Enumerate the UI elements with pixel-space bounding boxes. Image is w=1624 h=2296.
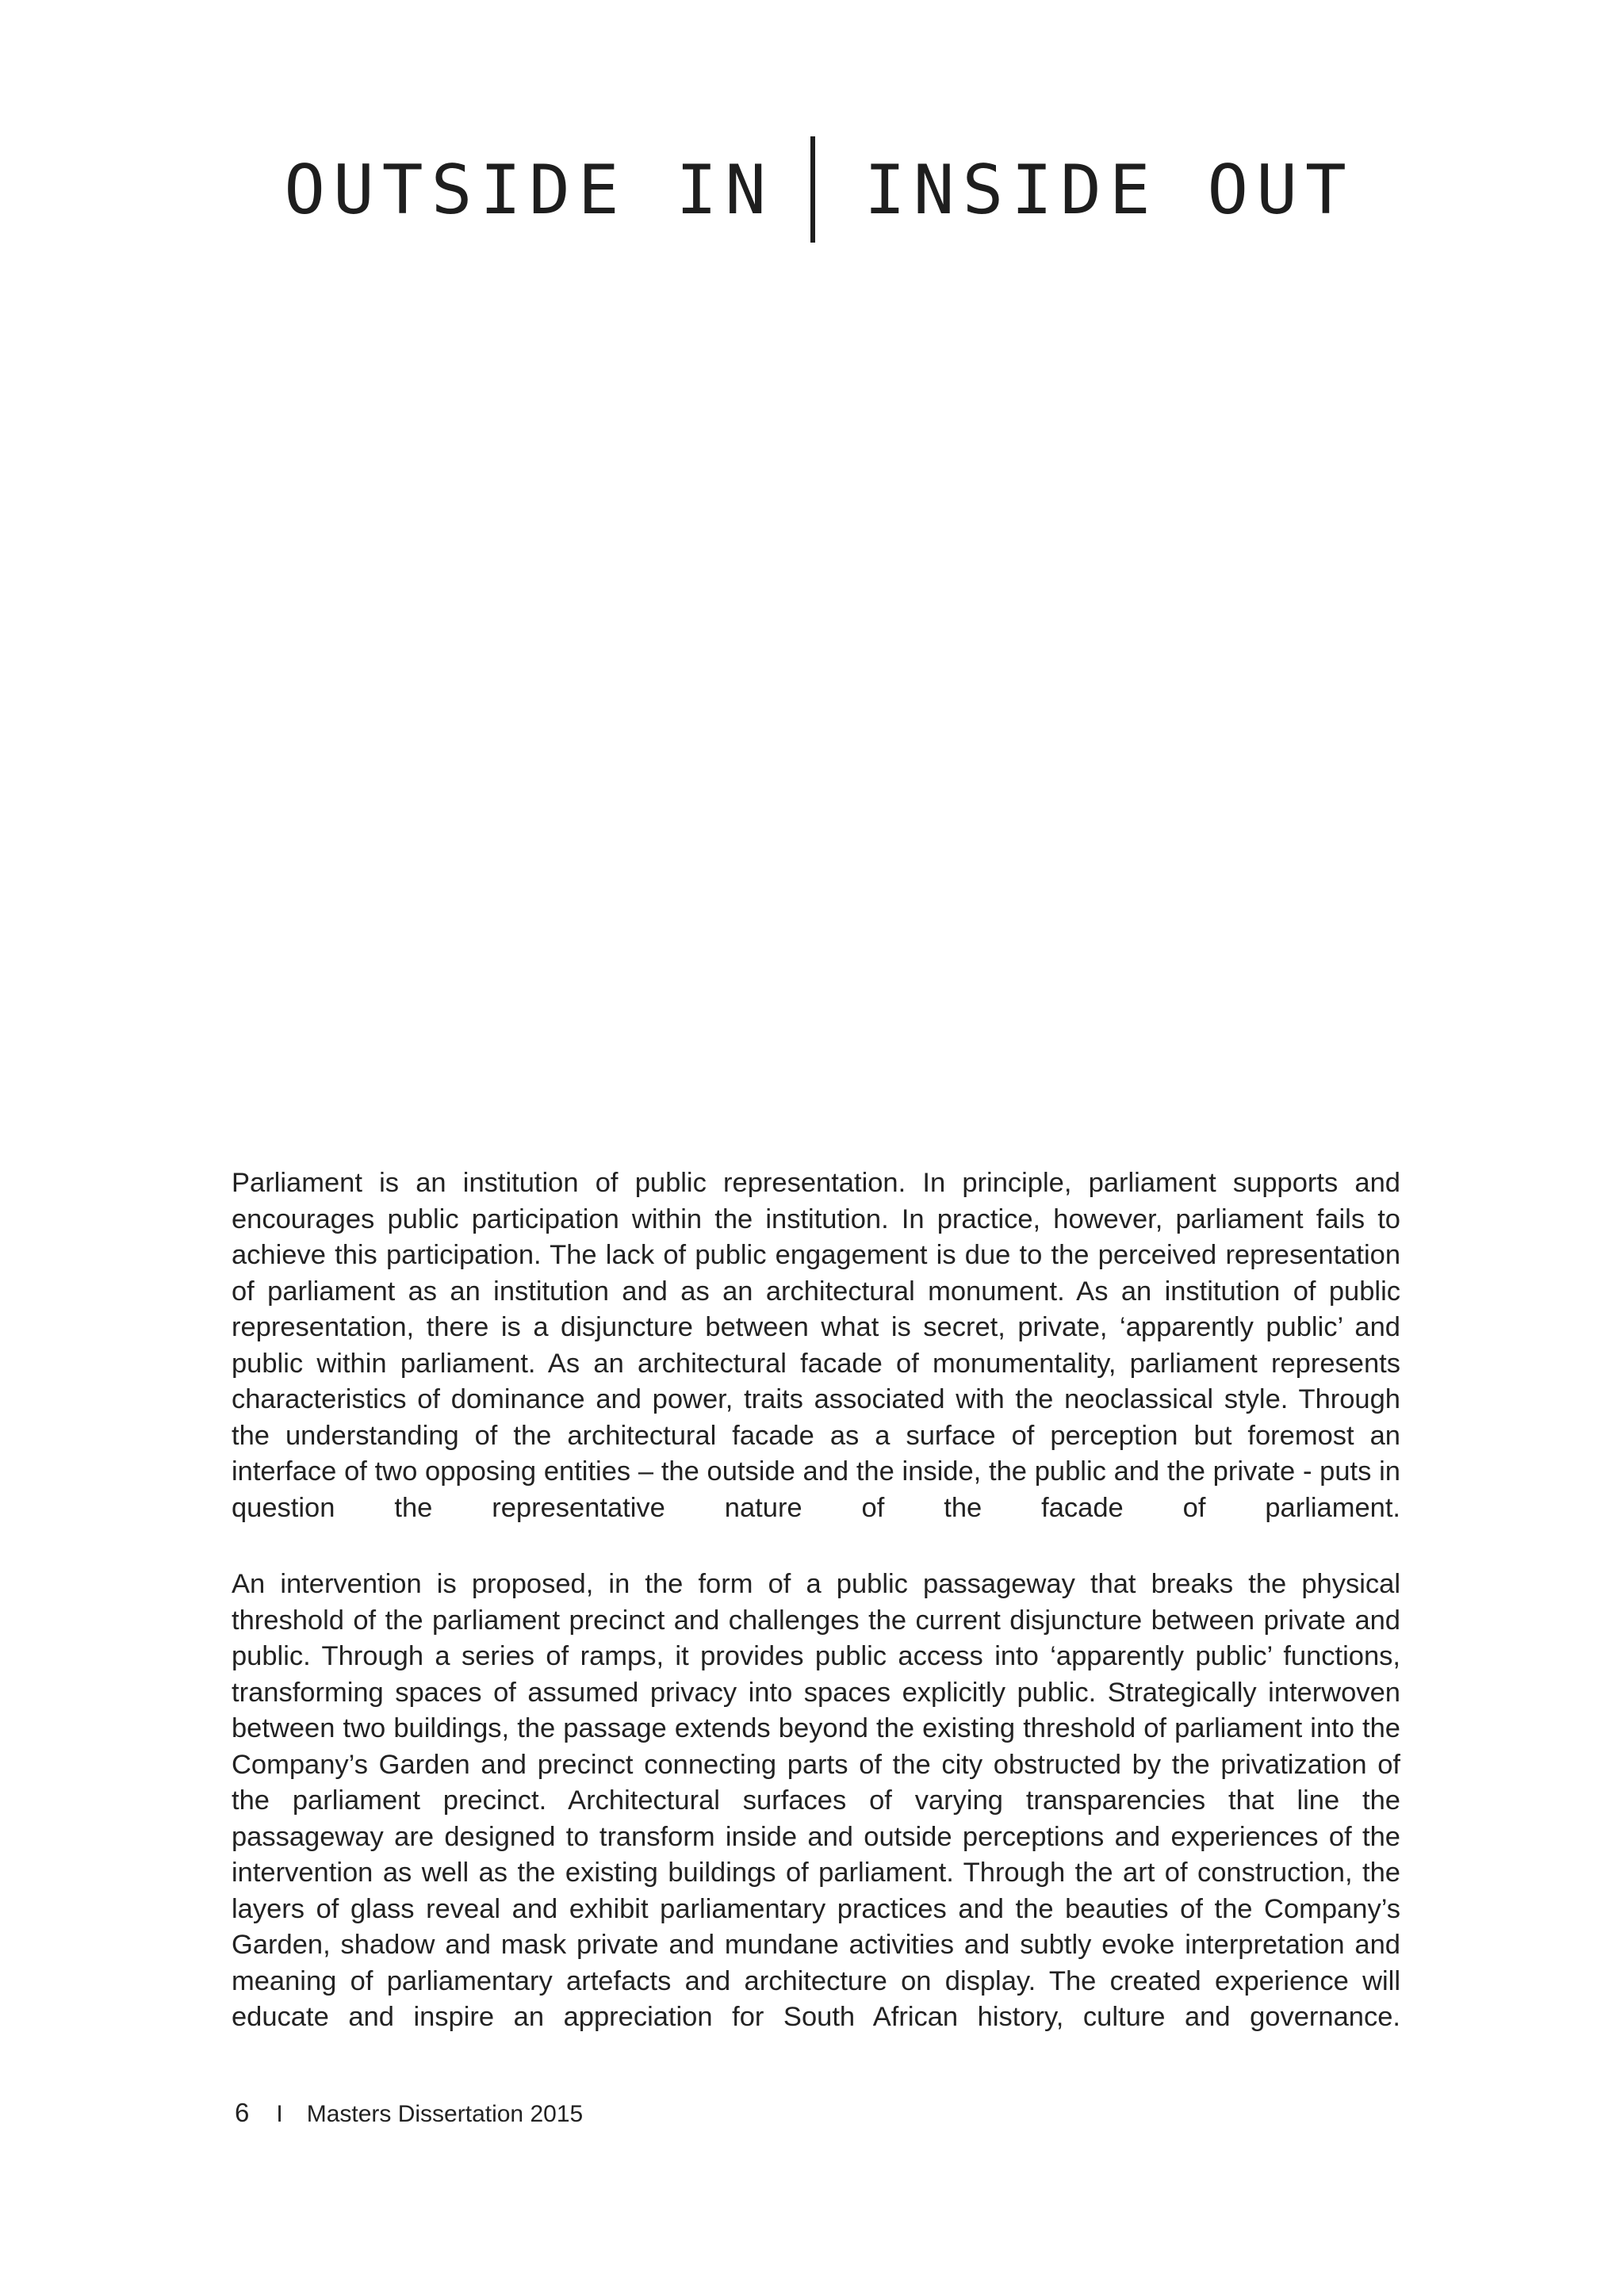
page-title	[0, 136, 1624, 244]
title-divider	[810, 136, 815, 243]
abstract-paragraph-2: An intervention is proposed, in the form of a public passageway that breaks the physical threshold of the parliament precinct and challenges the current disjuncture between private and public. Through a series of ramps, it provides public access into ‘apparently public’ functions, transforming spaces of assumed privacy into spaces explicitly public. Strategically interwoven between two buildings, the passage extends beyond the existing threshold of parliament into the Company’s Garden and precinct connecting parts of the city obstructed by the privatization of the parliament precinct. Architectural surfaces of varying transparencies that line the passageway are designed to transform inside and outside perceptions and experiences of the intervention as well as the existing buildings of parliament. Through the art of construction, the layers of glass reveal and exhibit parliamentary practices and the beauties of the Company’s Garden, shadow and mask private and mundane activities and subtly evoke interpretation and meaning of parliamentary artefacts and architecture on display. The created experience will educate and inspire an appreciation for South African history, culture and governance.	[232, 1569, 1400, 2032]
title-right-text: INSIDE OUT	[864, 151, 1354, 230]
title-left-text: OUTSIDE IN	[284, 151, 774, 230]
abstract-paragraph-1: Parliament is an institution of public representation. In principle, parliament supports and encourages public participation within the institution. In practice, however, parliament fails to achieve this participation. The lack of public engagement is due to the perceived representation of parliament as an institution and as an architectural monument. As an institution of public representation, there is a disjuncture between what is secret, private, ‘apparently public’ and public within parliament. As an architectural facade of monumentality, parliament represents characteristics of dominance and power, traits associated with the neoclassical style. Through the understanding of the architectural facade as a surface of perception but foremost an interface of two opposing entities – the outside and the inside, the public and the private - puts in question the representative nature of the facade of parliament.	[232, 1168, 1400, 1523]
page-number: 6	[235, 2098, 250, 2127]
footer-label: Masters Dissertation 2015	[306, 2101, 584, 2127]
footer-separator: I	[276, 2101, 283, 2127]
page-footer	[235, 2095, 583, 2130]
